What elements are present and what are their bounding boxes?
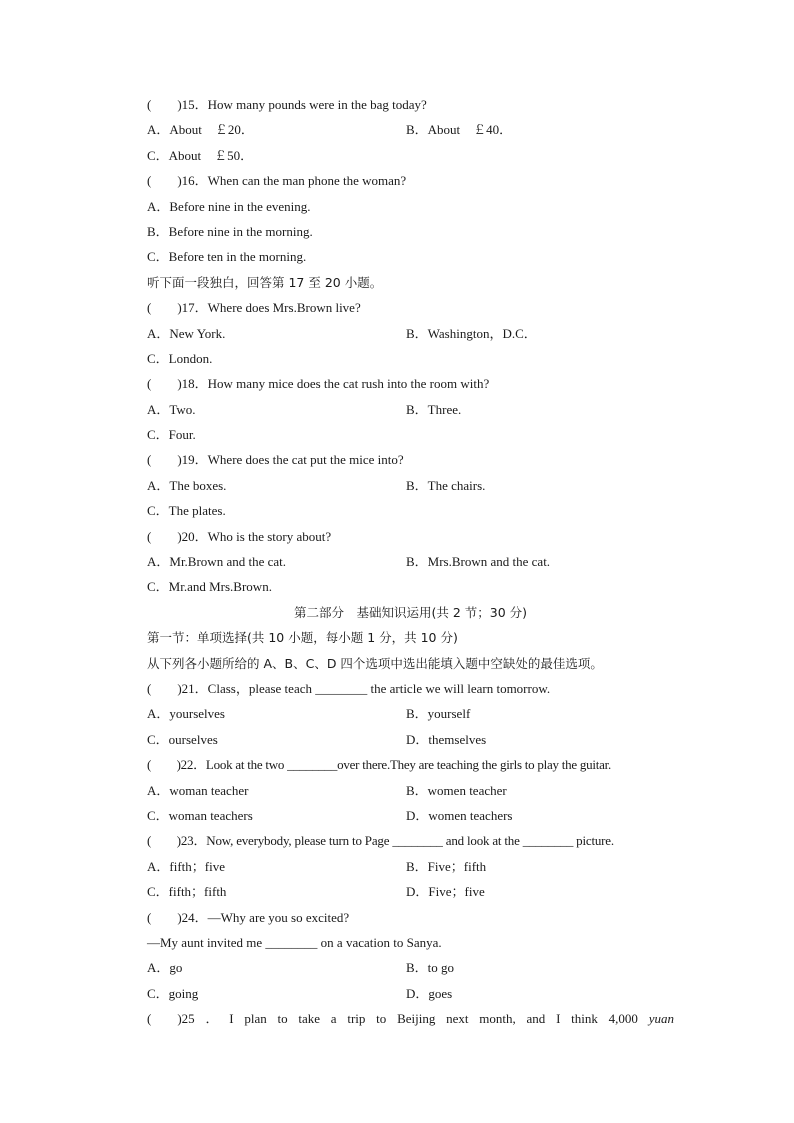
- q16-option-b: B．Before nine in the morning.: [147, 223, 313, 239]
- q20-options-row1: [147, 549, 674, 574]
- q25-word: a: [330, 1011, 337, 1027]
- q18-option-c: C．Four.: [147, 427, 196, 443]
- q23-options-row1: [147, 854, 674, 879]
- q15-stem: ( )15．How many pounds were in the bag today?: [147, 97, 427, 112]
- q15-option-a: A．About ￡20．: [147, 122, 254, 138]
- q25-word: to: [376, 1011, 387, 1027]
- section1-instruction: 从下列各小题所给的 A、B、C、D 四个选项中选出能填入题中空缺处的最佳选项。: [147, 655, 603, 671]
- q25-word: ( )25: [147, 1011, 195, 1027]
- q24-options-row2: [147, 981, 674, 1006]
- q22-option-d: D．women teachers: [406, 807, 513, 823]
- q20-option-b: B．Mrs.Brown and the cat.: [406, 554, 551, 570]
- q25-word: trip: [347, 1011, 366, 1027]
- exam-page: [147, 92, 674, 1031]
- listen-instruction: 听下面一段独白，回答第 17 至 20 小题。: [147, 274, 383, 290]
- q23-option-d: D．Five；five: [406, 884, 485, 900]
- q25-word: Beijing: [397, 1011, 436, 1027]
- q25-word: next: [446, 1011, 469, 1027]
- q21-option-b: B．yourself: [406, 706, 471, 722]
- q20-stem: ( )20．Who is the story about?: [147, 528, 332, 544]
- q22-stem: ( )22．Look at the two ________over there.They are teaching the girls to play the guitar.: [147, 757, 612, 773]
- q22-option-c: C．woman teachers: [147, 807, 253, 823]
- q20-option-a: A．Mr.Brown and the cat.: [147, 554, 287, 570]
- q18-options-row1: [147, 397, 674, 422]
- q25-word: take: [298, 1011, 321, 1027]
- q25-word: and: [526, 1011, 546, 1027]
- q19-option-c: C．The plates.: [147, 503, 226, 519]
- q25-word: 4,000: [608, 1011, 638, 1027]
- q25-word: ．: [205, 1011, 219, 1027]
- q23-option-c: C．fifth；fifth: [147, 884, 227, 900]
- q15-option-c: C．About ￡50．: [147, 147, 254, 163]
- q19-option-a: A．The boxes.: [147, 477, 227, 493]
- q23-option-a: A．fifth；five: [147, 858, 225, 874]
- q25-word: think: [571, 1011, 598, 1027]
- q21-options-row2: [147, 727, 674, 752]
- q18-stem: ( )18．How many mice does the cat rush into the room with?: [147, 376, 490, 392]
- q24-option-a: A．go: [147, 960, 183, 976]
- q17-option-a: A．New York.: [147, 325, 226, 341]
- q22-options-row2: [147, 803, 674, 828]
- q21-stem: ( )21．Class，please teach ________ the article we will learn tomorrow.: [147, 680, 551, 696]
- q23-option-b: B．Five；fifth: [406, 858, 487, 874]
- q25-word: I: [229, 1011, 234, 1027]
- q25-word: month,: [479, 1011, 516, 1027]
- q24-option-c: C．going: [147, 985, 199, 1001]
- q17-option-c: C．London.: [147, 350, 213, 366]
- section1-title: 第一节：单项选择(共 10 小题，每小题 1 分，共 10 分): [147, 630, 458, 646]
- q24-option-b: B．to go: [406, 960, 455, 976]
- q16-option-a: A．Before nine in the evening.: [147, 198, 311, 214]
- q18-option-a: A．Two.: [147, 401, 196, 417]
- q21-option-a: A．yourselves: [147, 706, 225, 722]
- q22-option-a: A．woman teacher: [147, 782, 249, 798]
- q16-stem: ( )16．When can the man phone the woman?: [147, 173, 407, 189]
- q20-option-c: C．Mr.and Mrs.Brown.: [147, 579, 272, 595]
- q22-option-b: B．women teacher: [406, 782, 507, 798]
- q24-reply: —My aunt invited me ________ on a vacation to Sanya.: [147, 934, 442, 950]
- q25-word-italic: yuan: [648, 1011, 674, 1027]
- q21-options-row1: [147, 701, 674, 726]
- q17-option-b: B．Washington，D.C．: [406, 325, 537, 341]
- q24-option-d: D．goes: [406, 985, 453, 1001]
- q25-word: I: [556, 1011, 561, 1027]
- q17-options-row1: [147, 321, 674, 346]
- q19-stem: ( )19．Where does the cat put the mice into?: [147, 452, 404, 468]
- q23-stem: ( )23．Now, everybody, please turn to Page ________ and look at the ________ picture.: [147, 833, 614, 849]
- q25-stem: [147, 1006, 674, 1031]
- q19-options-row1: [147, 473, 674, 498]
- q21-option-d: D．themselves: [406, 731, 487, 747]
- q16-option-c: C．Before ten in the morning.: [147, 249, 307, 265]
- q15-option-b: B．About ￡40．: [406, 122, 513, 138]
- q21-option-c: C．ourselves: [147, 731, 218, 747]
- q19-option-b: B．The chairs.: [406, 477, 486, 493]
- q17-stem: ( )17．Where does Mrs.Brown live?: [147, 300, 361, 316]
- q22-options-row1: [147, 778, 674, 803]
- q25-word: to: [277, 1011, 288, 1027]
- q18-option-b: B．Three.: [406, 401, 462, 417]
- q24-options-row1: [147, 955, 674, 980]
- q15-options-row1: [147, 117, 674, 142]
- q25-word: plan: [244, 1011, 267, 1027]
- q23-options-row2: [147, 879, 674, 904]
- q24-stem: ( )24．—Why are you so excited?: [147, 909, 350, 925]
- part2-title: 第二部分 基础知识运用(共 2 节；30 分): [293, 604, 528, 620]
